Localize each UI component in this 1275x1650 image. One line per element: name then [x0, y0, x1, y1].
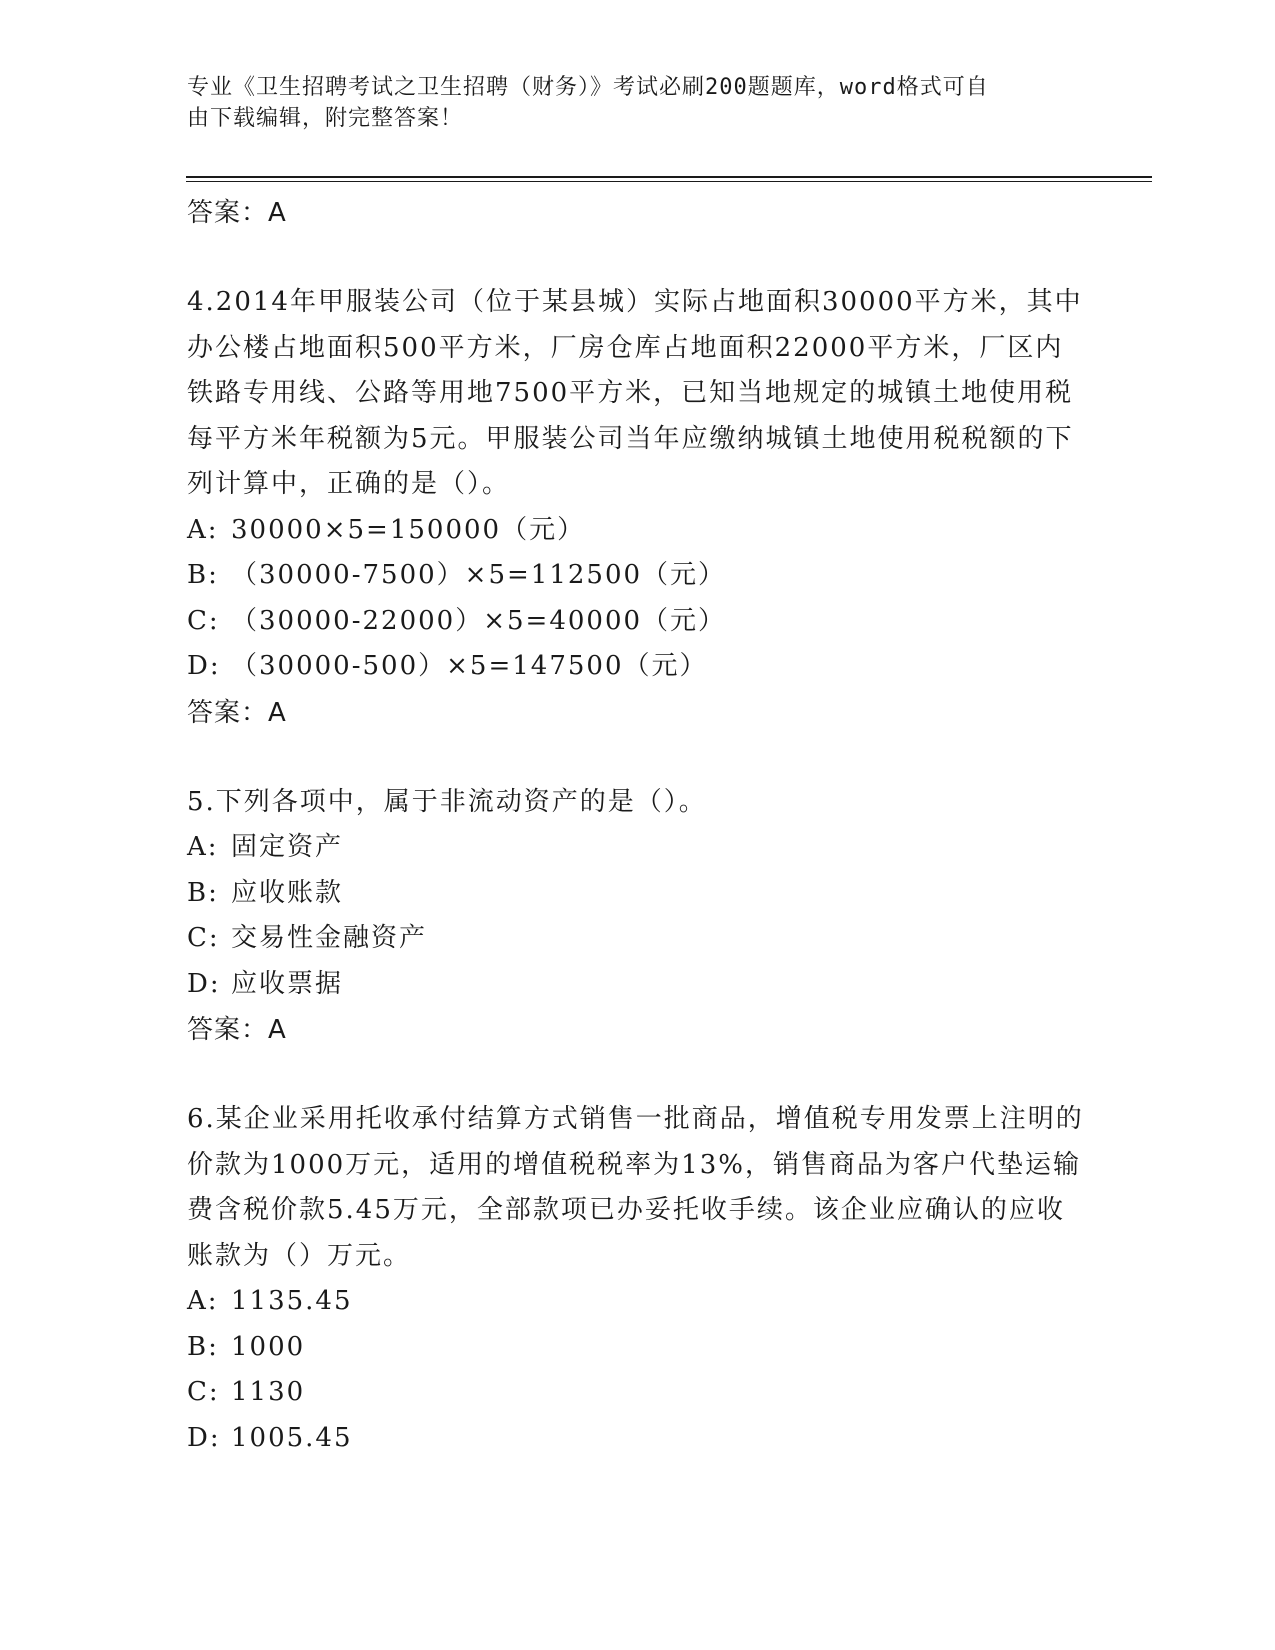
option-d	[187, 962, 1087, 1008]
option-c	[187, 1370, 1087, 1416]
option-a	[187, 1279, 1087, 1325]
question-stem: 5.下列各项中，属于非流动资产的是（）。	[187, 786, 707, 817]
option-text: （30000-500）×5=147500（元）	[231, 651, 708, 681]
question-stem: 4.2014年甲服装公司（位于某县城）实际占地面积30000平方米，其中办公楼占地面积500平方米，厂房仓库占地面积22000平方米，厂区内铁路专用线、公路等用地7500平方米，已知当地规定的城镇土地使用税每平方米年税额为5元。甲服装公司当年应缴纳城镇土地使用税税额的下列计算中，正确的是（）。	[187, 287, 1083, 499]
option-letter: D:	[187, 651, 221, 681]
option-c	[187, 599, 1087, 645]
option-a	[187, 508, 1087, 554]
option-letter: C:	[187, 923, 220, 953]
option-text: 固定资产	[231, 832, 344, 862]
option-d	[187, 1416, 1087, 1462]
question-block	[187, 1097, 1087, 1461]
header-line-1: 专业《卫生招聘考试之卫生招聘（财务）》考试必刷200题题库，word格式可自	[187, 75, 989, 100]
option-text: 1130	[231, 1377, 306, 1407]
header-line-2: 由下载编辑，附完整答案！	[187, 106, 464, 131]
option-letter: B:	[187, 1331, 219, 1362]
option-letter: A:	[187, 832, 219, 862]
option-letter: B:	[187, 877, 219, 908]
option-a	[187, 825, 1087, 871]
option-b	[187, 871, 1087, 917]
option-letter: D:	[187, 968, 221, 999]
answer-line: 答案：A	[187, 198, 287, 228]
question-stem: 6.某企业采用托收承付结算方式销售一批商品，增值税专用发票上注明的价款为1000万元，适用的增值税税率为13%，销售商品为客户代垫运输费含税价款5.45万元，全部款项已办妥托收手续。该企业应确认的应收账款为（）万元。	[187, 1104, 1084, 1271]
option-text: 应收账款	[231, 877, 344, 908]
option-letter: C:	[187, 1377, 220, 1407]
answer-line: 答案：A	[187, 697, 287, 728]
header-rule-thick	[186, 176, 1152, 178]
answer-line: 答案：A	[187, 1015, 287, 1045]
question-content	[187, 190, 1087, 1461]
option-b	[187, 1325, 1087, 1371]
option-letter: A:	[187, 514, 219, 545]
option-text: 1135.45	[231, 1286, 353, 1316]
document-header	[187, 72, 1067, 134]
option-letter: A:	[187, 1286, 219, 1316]
option-b	[187, 553, 1087, 599]
option-text: 交易性金融资产	[231, 923, 428, 953]
option-text: 应收票据	[231, 968, 344, 999]
option-d	[187, 644, 1087, 690]
option-letter: C:	[187, 605, 220, 636]
option-text: 1000	[231, 1331, 306, 1362]
option-text: （30000-7500）×5=112500（元）	[231, 560, 727, 590]
option-letter: D:	[187, 1422, 221, 1453]
option-letter: B:	[187, 560, 219, 590]
question-block	[187, 780, 1087, 1054]
option-text: （30000-22000）×5=40000（元）	[231, 605, 727, 636]
spacer	[187, 736, 1087, 780]
option-text: 30000×5=150000（元）	[231, 514, 586, 545]
question-block	[187, 280, 1087, 736]
spacer	[187, 1053, 1087, 1097]
spacer	[187, 236, 1087, 280]
option-text: 1005.45	[231, 1422, 353, 1453]
option-c	[187, 916, 1087, 962]
header-rule-thin	[186, 181, 1152, 182]
